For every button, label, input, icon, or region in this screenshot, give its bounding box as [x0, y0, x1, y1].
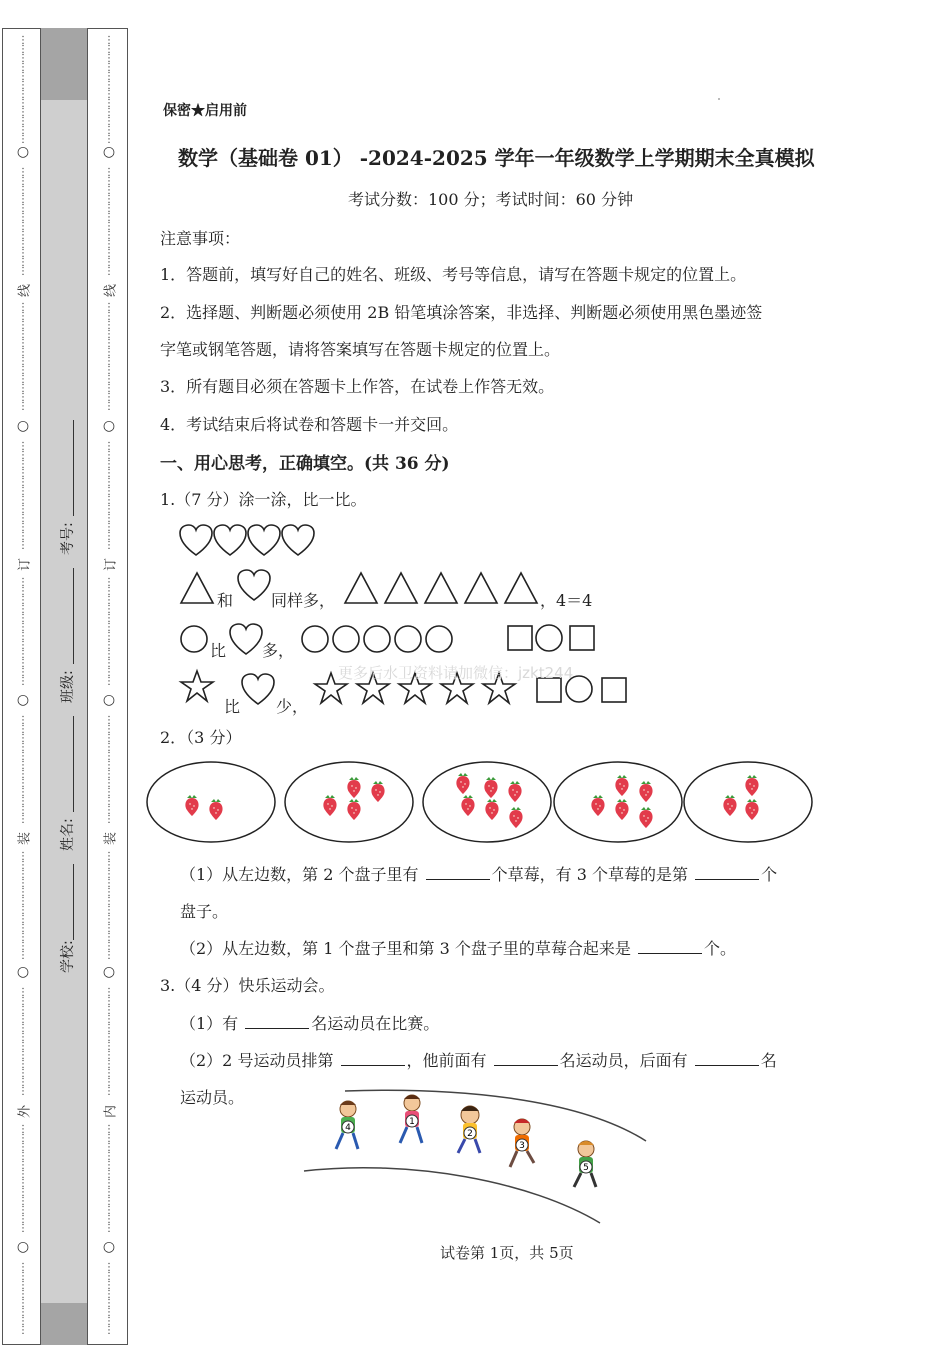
dots: ⋮ ⋮ ⋮ ⋮ ⋮ ⋮ ⋮ ⋮ ⋮ ⋮ ⋮ ⋮	[18, 851, 28, 961]
q3-stem: 3.（4 分）快乐运动会。	[160, 976, 335, 995]
q3-sub1-text-b: 名运动员在比赛。	[311, 1014, 440, 1033]
ring-mark: ○	[16, 144, 30, 160]
outer-dotted-column	[16, 28, 33, 1345]
dots: ⋮ ⋮ ⋮ ⋮ ⋮ ⋮ ⋮ ⋮ ⋮ ⋮ ⋮ ⋮	[18, 441, 28, 551]
q2-sub1-text-b: 个草莓，有 3 个草莓的是第	[491, 865, 688, 884]
q3-sub1-text-a: （1）有	[180, 1014, 239, 1033]
q3-sub2	[180, 1048, 777, 1071]
dots: ⋮ ⋮ ⋮ ⋮ ⋮ ⋮ ⋮ ⋮ ⋮ ⋮ ⋮ ⋮	[18, 1124, 28, 1234]
dots: ⋮ ⋮ ⋮ ⋮ ⋮ ⋮ ⋮ ⋮ ⋮ ⋮ ⋮ ⋮	[104, 987, 114, 1097]
inner-label-ding: 订	[103, 558, 119, 572]
q1-bi-2: 比	[224, 697, 241, 716]
runner-number: 2	[467, 1129, 473, 1139]
answer-blank[interactable]	[494, 1051, 558, 1066]
ring-mark: ○	[102, 144, 116, 160]
dots: ⋮ ⋮ ⋮ ⋮ ⋮ ⋮ ⋮ ⋮	[18, 1262, 28, 1336]
field-line	[73, 420, 74, 516]
dots: ⋮ ⋮ ⋮ ⋮ ⋮ ⋮ ⋮ ⋮ ⋮ ⋮ ⋮ ⋮	[18, 302, 28, 412]
section-1-title: 一、用心思考，正确填空。(共 36 分)	[160, 454, 450, 474]
q1-bi: 比	[210, 641, 227, 660]
dots: ⋮ ⋮ ⋮ ⋮ ⋮ ⋮ ⋮ ⋮ ⋮ ⋮ ⋮ ⋮	[18, 35, 28, 145]
outer-label-line: 线	[17, 284, 33, 298]
answer-blank[interactable]	[341, 1051, 405, 1066]
q3-sub1	[180, 1011, 439, 1034]
dots: ⋮ ⋮ ⋮ ⋮ ⋮ ⋮ ⋮ ⋮ ⋮ ⋮ ⋮ ⋮	[104, 577, 114, 687]
runner-number: 4	[345, 1123, 351, 1133]
q1-shao: 少，	[276, 697, 309, 716]
q2-sub2-text-a: （2）从左边数，第 1 个盘子里和第 3 个盘子里的草莓合起来是	[180, 939, 631, 958]
runner-number: 3	[519, 1141, 525, 1151]
notes-heading: 注意事项：	[160, 229, 241, 248]
runner	[458, 1106, 480, 1153]
dots: ⋮ ⋮ ⋮ ⋮ ⋮ ⋮ ⋮ ⋮ ⋮ ⋮ ⋮ ⋮	[18, 987, 28, 1097]
dots: ⋮ ⋮ ⋮ ⋮ ⋮ ⋮ ⋮ ⋮ ⋮ ⋮ ⋮ ⋮	[18, 715, 28, 825]
exam-title: 数学（基础卷 01） -2024-2025 学年一年级数学上学期期末全真模拟	[178, 146, 815, 170]
ring-mark: ○	[16, 692, 30, 708]
answer-blank[interactable]	[695, 865, 759, 880]
inner-label-line: 线	[103, 284, 119, 298]
q3-sub2-text-c: 名运动员，后面有	[559, 1051, 688, 1070]
ring-mark: ○	[16, 964, 30, 980]
name-label: 姓名:	[60, 818, 76, 851]
q2-sub1-text-a: （1）从左边数，第 2 个盘子里有	[180, 865, 419, 884]
dots: ⋮ ⋮ ⋮ ⋮ ⋮ ⋮ ⋮ ⋮ ⋮ ⋮ ⋮ ⋮	[18, 167, 28, 277]
dots: ⋮ ⋮ ⋮ ⋮ ⋮ ⋮ ⋮ ⋮ ⋮ ⋮ ⋮ ⋮	[104, 35, 114, 145]
dots: ⋮ ⋮ ⋮ ⋮ ⋮ ⋮ ⋮ ⋮ ⋮ ⋮ ⋮ ⋮	[18, 577, 28, 687]
ring-mark: ○	[16, 418, 30, 434]
watermark: 更多后水卫资料请加微信：jzkt244	[338, 664, 574, 682]
runner	[336, 1101, 358, 1149]
runner	[574, 1141, 596, 1187]
race-track-illustration	[300, 1085, 652, 1230]
q2-sub1-text-c: 个	[761, 865, 778, 884]
ring-mark: ○	[102, 1239, 116, 1255]
row2-shapes	[181, 570, 537, 603]
q2-stem: 2．（3 分）	[160, 728, 242, 747]
student-info-fields	[52, 28, 82, 1345]
exam-subtitle: 考试分数：100 分；考试时间：60 分钟	[348, 190, 634, 209]
exam-number-label: 考号:	[60, 522, 76, 555]
dots: ⋮ ⋮ ⋮ ⋮ ⋮ ⋮ ⋮ ⋮ ⋮ ⋮ ⋮ ⋮	[104, 851, 114, 961]
q3-sub2-text-a: （2）2 号运动员排第	[180, 1051, 334, 1070]
runner-number: 1	[409, 1117, 415, 1127]
q2-sub2	[180, 936, 736, 959]
q1-shapes	[176, 520, 646, 720]
q2-sub1	[180, 862, 777, 885]
outer-label-zhuang: 装	[17, 832, 33, 846]
ring-mark: ○	[102, 418, 116, 434]
q3-sub2-text-d: 名	[760, 1051, 777, 1070]
inner-label-zhuang: 装	[103, 832, 119, 846]
answer-blank[interactable]	[695, 1051, 759, 1066]
field-line	[73, 568, 74, 664]
field-line	[73, 864, 74, 940]
note-item: 3．所有题目必须在答题卡上作答，在试卷上作答无效。	[160, 377, 555, 396]
answer-blank[interactable]	[245, 1014, 309, 1029]
q3-sub2-text-b: ，他前面有	[406, 1051, 487, 1070]
page-footer: 试卷第 1页，共 5页	[440, 1244, 574, 1262]
dots: ⋮ ⋮ ⋮ ⋮ ⋮ ⋮ ⋮ ⋮	[104, 1262, 114, 1336]
ring-mark: ○	[16, 1239, 30, 1255]
note-item: 2．选择题、判断题必须使用 2B 铅笔填涂答案，非选择、判断题必须使用黑色墨迹签	[160, 303, 763, 322]
ring-mark: ○	[102, 964, 116, 980]
outer-label-ding: 订	[17, 558, 33, 572]
q1-he: 和	[217, 591, 234, 610]
runner-number: 5	[583, 1163, 589, 1173]
row3-shapes	[181, 624, 594, 654]
q2-sub1-cont: 盘子。	[180, 902, 229, 921]
answer-blank[interactable]	[426, 865, 490, 880]
inner-dotted-column	[102, 28, 119, 1345]
note-item: 1．答题前，填写好自己的姓名、班级、考号等信息，请写在答题卡规定的位置上。	[160, 265, 747, 284]
dots: ⋮ ⋮ ⋮ ⋮ ⋮ ⋮ ⋮ ⋮ ⋮ ⋮ ⋮ ⋮	[104, 715, 114, 825]
dots: ⋮ ⋮ ⋮ ⋮ ⋮ ⋮ ⋮ ⋮ ⋮ ⋮ ⋮ ⋮	[104, 1124, 114, 1234]
dots: ⋮ ⋮ ⋮ ⋮ ⋮ ⋮ ⋮ ⋮ ⋮ ⋮ ⋮ ⋮	[104, 441, 114, 551]
school-label: 学校:	[60, 940, 76, 973]
confidential-label: 保密★启用前	[163, 103, 247, 119]
q1-stem: 1.（7 分）涂一涂，比一比。	[160, 490, 367, 509]
q1-same: 同样多，	[271, 591, 336, 610]
row1-hearts	[180, 525, 314, 555]
q3-sub2-cont: 运动员。	[180, 1088, 245, 1107]
outer-label-wai: 外	[17, 1105, 33, 1119]
dots: ⋮ ⋮ ⋮ ⋮ ⋮ ⋮ ⋮ ⋮ ⋮ ⋮ ⋮ ⋮	[104, 167, 114, 277]
q2-sub2-text-b: 个。	[703, 939, 736, 958]
binding-margin	[0, 28, 128, 1345]
q1-duo: 多，	[262, 641, 295, 660]
stray-mark	[718, 98, 720, 100]
q1-eq: ，4＝4	[540, 591, 593, 610]
inner-label-nei: 内	[103, 1105, 119, 1119]
note-item: 字笔或钢笔答题，请将答案填写在答题卡规定的位置上。	[160, 340, 561, 359]
class-label: 班级:	[60, 670, 76, 703]
ring-mark: ○	[102, 692, 116, 708]
runner	[400, 1095, 422, 1143]
answer-blank[interactable]	[638, 939, 702, 954]
field-line	[73, 716, 74, 812]
strawberry-plates	[146, 760, 816, 846]
note-item: 4．考试结束后将试卷和答题卡一并交回。	[160, 415, 459, 434]
dots: ⋮ ⋮ ⋮ ⋮ ⋮ ⋮ ⋮ ⋮ ⋮ ⋮ ⋮ ⋮	[104, 302, 114, 412]
runner	[510, 1119, 534, 1167]
